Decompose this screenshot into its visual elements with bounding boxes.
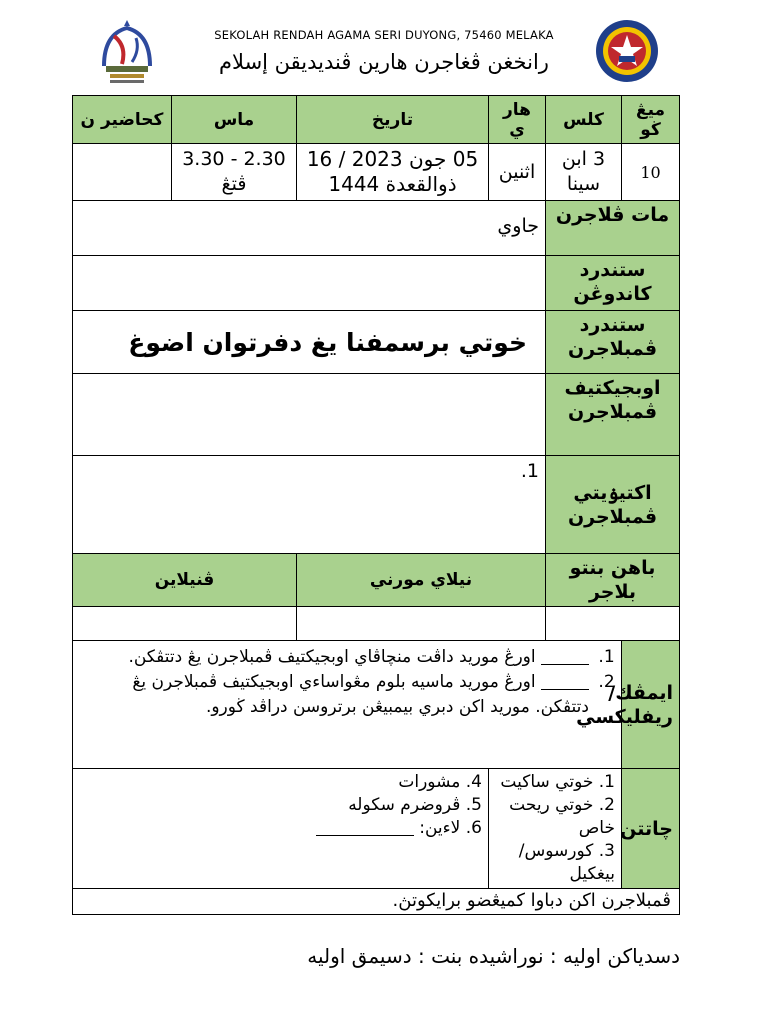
- signature-line: دسدياكن اوليه : نوراشيده بنت : دسيمق اوليه: [307, 944, 680, 968]
- day-header: هار ي: [489, 96, 546, 144]
- note-item: 4. مشورات: [398, 772, 482, 792]
- activity-label: اكتيۏيتي ڤمبلاجرن: [546, 456, 680, 554]
- activity-row: [73, 456, 680, 554]
- reflection-list: [79, 645, 615, 720]
- class-header: كلس: [546, 96, 622, 144]
- time-header: ماس: [172, 96, 297, 144]
- attendance-header: كحاضير ن: [73, 96, 172, 144]
- assessment-header: ڤنيلاين: [73, 554, 297, 607]
- class-value: 3 ابن سينا: [546, 144, 622, 201]
- content-standard-label: ستندرد كاندوڠن: [546, 256, 680, 311]
- full-values-header: نيلاي مورني: [297, 554, 546, 607]
- notes-right: [489, 769, 622, 889]
- school-name: SEKOLAH RENDAH AGAMA SERI DUYONG, 75460 MELAKA: [214, 28, 554, 42]
- note-item: 1. خوتي ساكيت: [500, 772, 615, 792]
- note-item-other: 6. لاءين:: [79, 817, 482, 840]
- count-blank[interactable]: [541, 675, 589, 690]
- subject-row: [73, 201, 680, 256]
- note-item: 2. خوتي ريحت خاص: [509, 795, 615, 838]
- subject-label: مات ڤلاجرن: [546, 201, 680, 256]
- notes-row: [73, 769, 680, 889]
- aids-header-row: [73, 554, 680, 607]
- attendance-value: [73, 144, 172, 201]
- objective-value: [73, 374, 546, 456]
- date-value: 05 جون 2023 / 16 ذوالقعدة 1444: [297, 144, 489, 201]
- reflection-row: [73, 641, 680, 769]
- lesson-plan-table: [72, 95, 680, 915]
- note-item: 5. ڤروضرم سكوله: [348, 795, 482, 815]
- date-header: تاريخ: [297, 96, 489, 144]
- learning-standard-value: خوتي برسمفنا يغ دفرتوان اضوغ: [73, 311, 546, 374]
- closing-text: ڤمبلاجرن اكن دباوا كميڠضو برايكوتڽ.: [73, 889, 680, 915]
- time-value: 2.30 - 3.30 ڤتڠ: [172, 144, 297, 201]
- week-header: ميڠ ڬو: [622, 96, 680, 144]
- other-blank[interactable]: [316, 821, 414, 836]
- objective-row: [73, 374, 680, 456]
- full-values-value: [297, 607, 546, 641]
- subject-value: جاوي: [73, 201, 546, 256]
- day-value: اثنين: [489, 144, 546, 201]
- note-item: 3. كورسوس/بيغكيل: [518, 841, 615, 884]
- objective-label: اوبجيكتيف ڤمبلاجرن: [546, 374, 680, 456]
- count-blank[interactable]: [541, 650, 589, 665]
- content-standard-value: [73, 256, 546, 311]
- closing-row: [73, 889, 680, 915]
- materials-label: باهن بنتو بلاجر: [546, 554, 680, 607]
- assessment-value: [73, 607, 297, 641]
- content-standard-row: [73, 256, 680, 311]
- activity-value: 1.: [73, 456, 546, 554]
- document-title: رانخغن ڤغاجرن هارين ڤنديديقن إسلام: [219, 50, 549, 74]
- details-row: [73, 144, 680, 201]
- reflection-content: [73, 641, 622, 769]
- aids-value-row: [73, 607, 680, 641]
- notes-label: چاتتن: [622, 769, 680, 889]
- reflection-label: ايمڤك/ ريفليكسي: [622, 641, 680, 769]
- learning-standard-row: [73, 311, 680, 374]
- materials-value: [546, 607, 680, 641]
- reflection-item-achieved: 1. اورڠ موريد داڤت منچاڤاي اوبجيكتيف ڤمبلاجرن يڠ دتتڤكن.: [79, 645, 593, 670]
- notes-left: [73, 769, 489, 889]
- week-value: 10: [622, 144, 680, 201]
- header-row: [73, 96, 680, 144]
- learning-standard-label: ستندرد ڤمبلاجرن: [546, 311, 680, 374]
- reflection-item-not-achieved: 2. اورڠ موريد ماسيه بلوم مڠواساءي اوبجيكتيف ڤمبلاجرن يڠ دتتڤكن. موريد اكن دبري بيمبيڠن برتروسن دراڤد ڬورو.: [79, 670, 593, 720]
